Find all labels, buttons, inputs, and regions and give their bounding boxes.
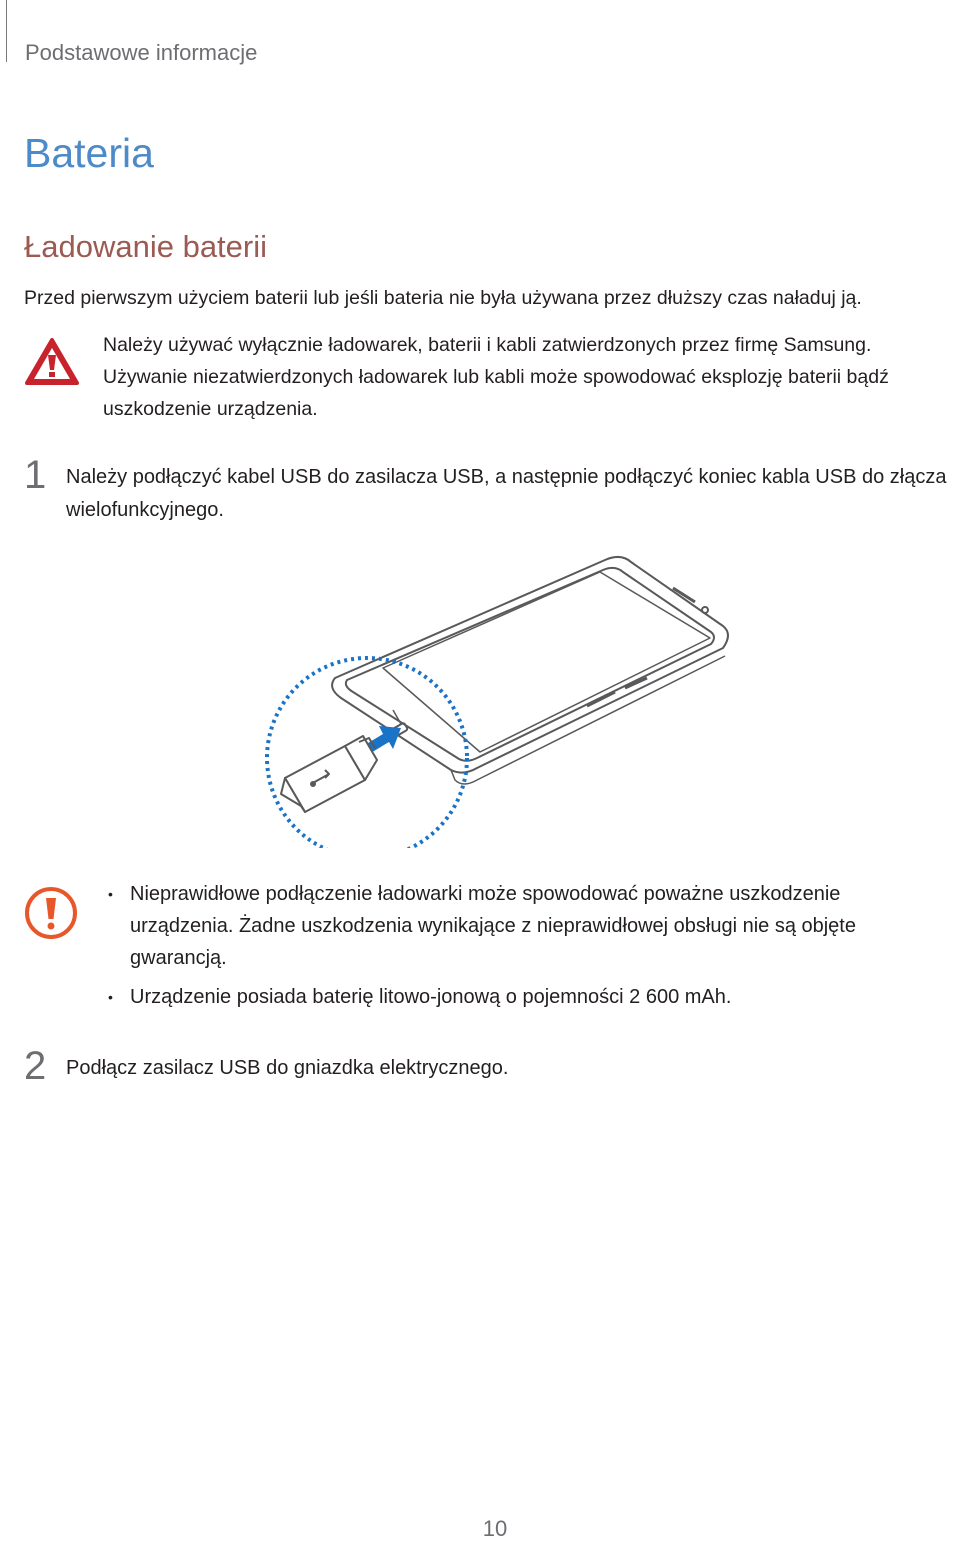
step-number: 2 bbox=[24, 1044, 47, 1088]
section-title: Ładowanie baterii bbox=[24, 229, 268, 264]
step-number: 1 bbox=[24, 453, 47, 497]
page-title: Bateria bbox=[24, 130, 154, 176]
step-text: Należy podłączyć kabel USB do zasilacza USB, a następnie podłączyć koniec kabla USB do złącza wielofunkcyjnego. bbox=[66, 466, 947, 521]
running-head: Podstawowe informacje bbox=[25, 40, 258, 65]
phone-outline bbox=[332, 557, 728, 784]
usb-plug bbox=[281, 736, 377, 812]
page-number: 10 bbox=[482, 1516, 508, 1541]
step-text: Podłącz zasilacz USB do gniazdka elektrycznego. bbox=[66, 1057, 509, 1079]
warning-triangle-icon bbox=[24, 337, 80, 387]
intro-paragraph: Przed pierwszym użyciem baterii lub jeśli bateria nie była używana przez dłuższy czas naładuj ją. bbox=[24, 287, 862, 309]
caution-circle-icon bbox=[24, 886, 78, 940]
caution-list bbox=[108, 878, 938, 1020]
caution-bullet: • Urządzenie posiada baterię litowo-jonową o pojemności 2 600 mAh. bbox=[108, 981, 938, 1013]
header-rule bbox=[6, 0, 7, 62]
phone-usb-illustration bbox=[255, 548, 745, 848]
caution-bullet: • Nieprawidłowe podłączenie ładowarki może spowodować poważne uszkodzenie urządzenia. Żadne uszkodzenia wynikające z nieprawidłowej obsługi nie są objęte gwarancją. bbox=[108, 878, 938, 974]
warning-text: Należy używać wyłącznie ładowarek, baterii i kabli zatwierdzonych przez firmę Samsung. Używanie niezatwierdzonych ładowarek lub kabli może spowodować eksplozję baterii bądź uszkodzenie urządzenia. bbox=[103, 334, 889, 420]
